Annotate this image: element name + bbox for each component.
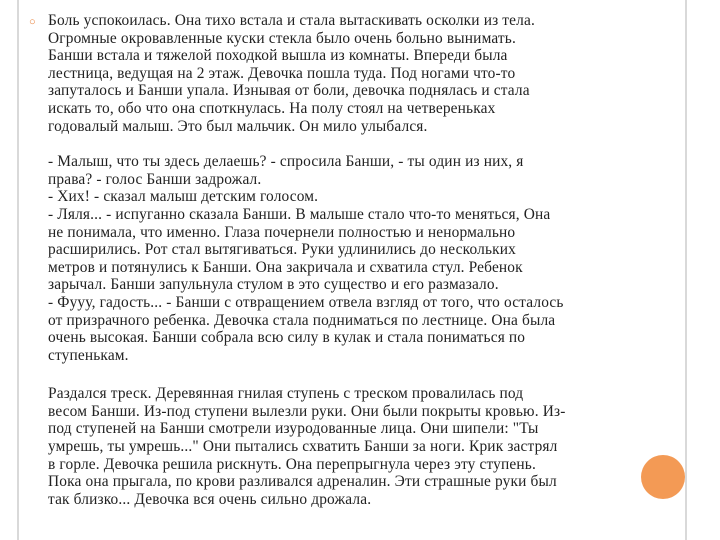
paragraph-1: Боль успокоилась. Она тихо встала и стала вытаскивать осколки из тела. Огромные окровавленные куски стекла было очень больно вынимать. Банши встала и тяжелой походкой вышла из комнаты. Впереди была лестница, ведущая на 2 этаж. Девочка пошла туда. Под ногами что-то запуталось и Банши упала. Изнывая от боли, девочка поднялась и стала искать то, обо что она споткнулась. На полу стоял на четвереньках годовалый малыш. Это был мальчик. Он мило улыбался. bbox=[48, 12, 535, 135]
circle-bullet-icon: ○ bbox=[29, 16, 36, 28]
left-border-line bbox=[17, 0, 19, 540]
right-border-line bbox=[685, 0, 687, 540]
paragraph-3: Раздался треск. Деревянная гнилая ступень с треском провалилась под весом Банши. Из-под ступени вылезли руки. Они были покрыты кровью. Из- под ступеней на Банши смотрели изуродованные лица. Они шипели: "Ты умрешь, ты умрешь..." Они пытались схватить Банши за ноги. Крик застрял в горле. Девочка решила рискнуть. Она перепрыгнула через эту ступень. Пока она прыгала, по крови разливался адреналин. Эти страшные руки был так близко... Девочка вся очень сильно дрожала. bbox=[48, 385, 566, 508]
slide-text-body bbox=[48, 12, 684, 508]
orange-circle-decoration bbox=[641, 455, 685, 499]
paragraph-2: - Малыш, что ты здесь делаешь? - спросила Банши, - ты один из них, я права? - голос Банши задрожал. - Хих! - сказал малыш детским голосом. - Ляля... - испуганно сказала Банши. В малыше стало что-то меняться, Она не понимала, что именно. Глаза почернели полностью и ненормально расширились. Рот стал вытягиваться. Руки удлинились до нескольких метров и потянулись к Банши. Она закричала и схватила стул. Ребенок зарычал. Банши запульнула стулом в это существо и его размазало. - Фууу, гадость... - Банши с отвращением отвела взгляд от того, что осталось от призрачного ребенка. Девочка стала подниматься по лестнице. Она была очень высокая. Банши собрала всю силу в кулак и стала пониматься по ступенькам. bbox=[48, 153, 564, 364]
